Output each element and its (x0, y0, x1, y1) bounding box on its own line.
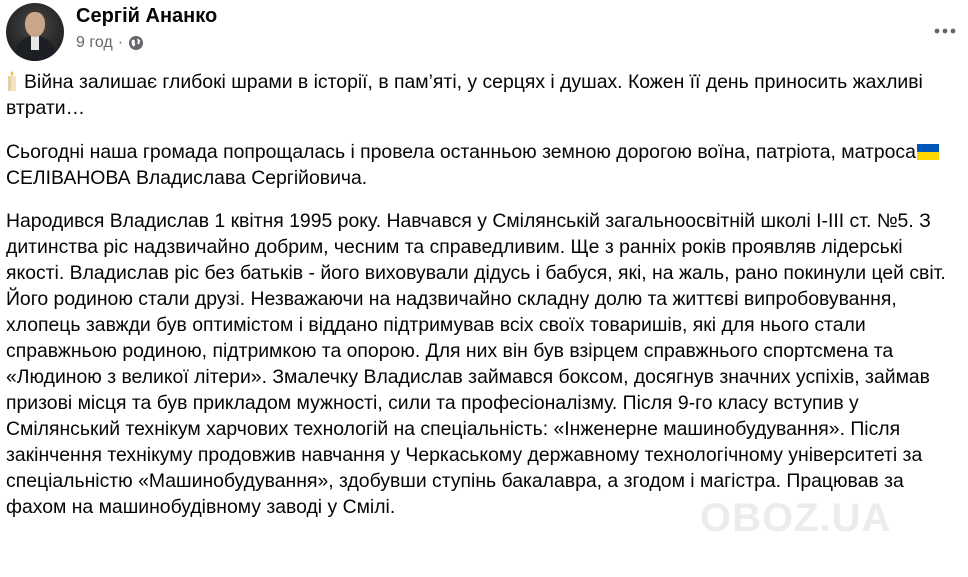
paragraph-1-text: Війна залишає глибокі шрами в історії, в пам’яті, у серцях і душах. Кожен її день приносить жахливі втрати… (6, 71, 923, 119)
more-options-icon[interactable] (934, 17, 956, 40)
watermark: OBOZ.UA (700, 496, 892, 540)
paragraph-2-text-b: СЕЛІВАНОВА Владислава Сергійовича. (6, 167, 368, 189)
paragraph-2-text-a: Сьогодні наша громада попрощалась і провела останньою земною дорогою воїна, патріота, матроса (6, 141, 916, 163)
author-name[interactable]: Сергій Ананко (76, 5, 218, 27)
paragraph-1 (6, 69, 964, 121)
candle-emoji-icon (6, 71, 18, 91)
avatar-face (25, 12, 45, 37)
post-time[interactable]: 9 год (76, 34, 113, 51)
ukraine-flag-icon (917, 141, 939, 157)
globe-icon[interactable] (128, 35, 144, 51)
author-avatar[interactable] (6, 3, 64, 61)
paragraph-3: Народився Владислав 1 квітня 1995 року. Навчався у Смілянській загальноосвітній школі I-III ст. №5. З дитинства ріс надзвичайно добрим, чесним та справедливим. Ще з ранніх років проявляв лідерські якості. Владислав ріс без батьків - його виховували дідусь і бабуся, які, на жаль, рано покинули цей світ. Його родиною стали друзі. Незважаючи на надзвичайно складну долю та життєві випробовування, хлопець завжди був оптимістом і віддано підтримував всіх своїх товаришів, які для нього стали справжньою родиною, підтримкою та опорою. Для них він був взірцем справжнього спортсмена та «Людиною з великої літери». Змалечку Владислав займався боксом, досягнув значних успіхів, займав призові місця та був прикладом мужності, сили та професіоналізму. Після 9-го класу вступив у Смілянський технікум харчових технологій на спеціальність: «Інженерне машинобудування». Після закінчення технікуму продовжив навчання у Черкаському державному технологічному університеті за спеціальністю «Машинобудування», здобувши ступінь бакалавра, а згодом і магістра. Працював за фахом на машинобудівному заводі у Смілі. (6, 210, 946, 518)
paragraph-2 (6, 139, 964, 191)
post-meta (76, 34, 144, 52)
post-header (6, 3, 968, 59)
avatar-shirt (31, 36, 39, 50)
meta-separator: · (117, 34, 124, 51)
